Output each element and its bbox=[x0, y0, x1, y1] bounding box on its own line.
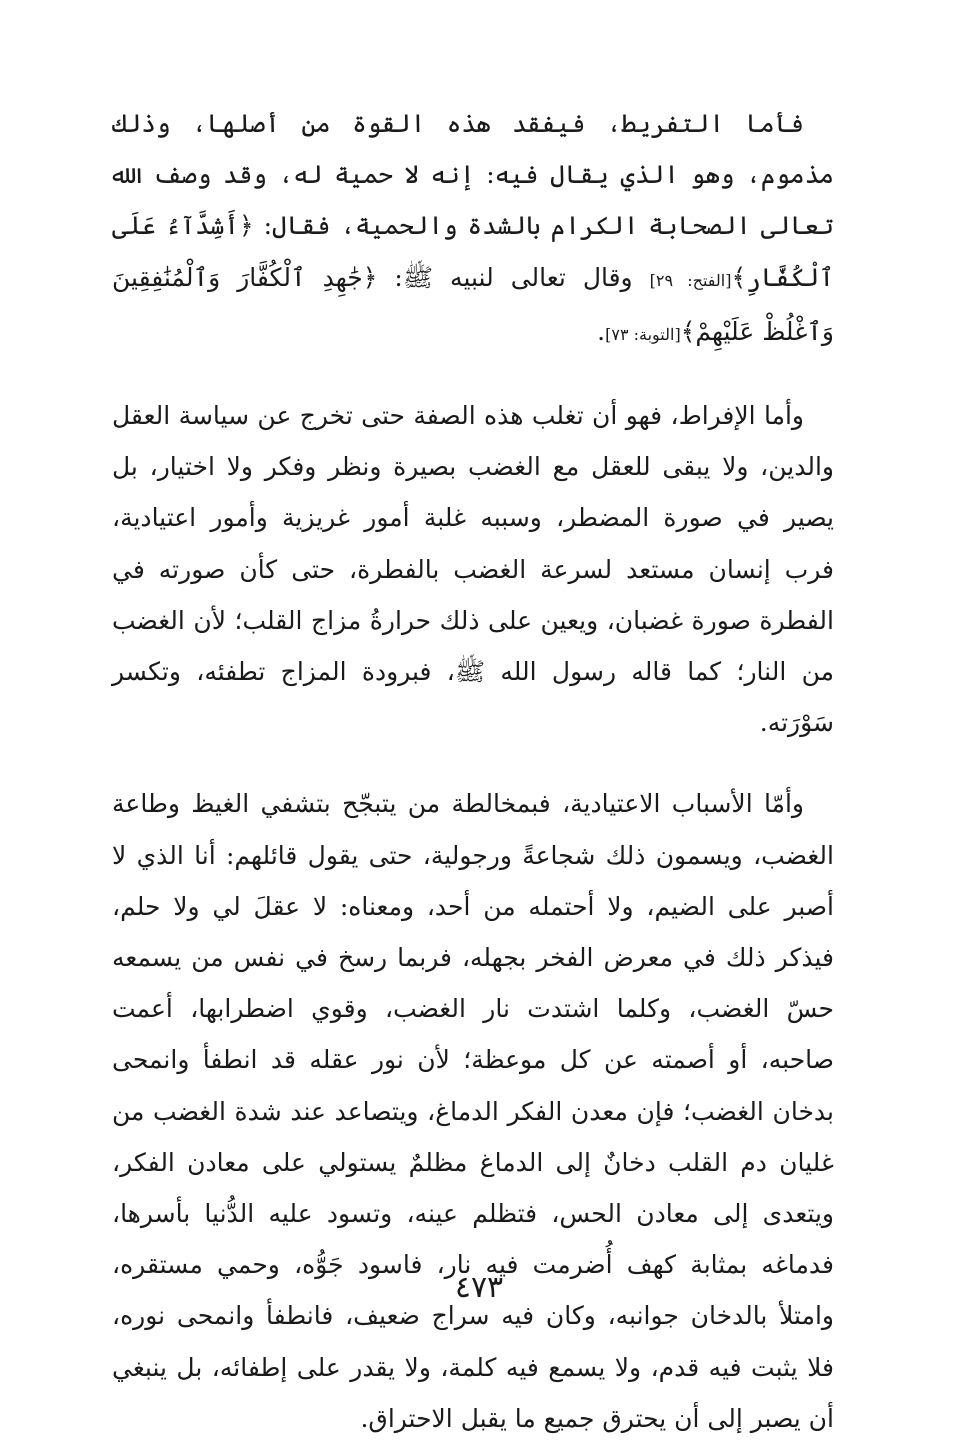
paragraph-habitual-causes: وأمّا الأسباب الاعتيادية، فبمخالطة من يتبجّح بتشفي الغيظ وطاعة الغضب، ويسمون ذلك شجاعةً ورجولية، حتى يقول قائلهم: أنا الذي لا أصبر على الضيم، ولا أحتمله من أحد، ومعناه: لا عقلَ لي ولا حلم، فيذكر ذلك في معرض الفخر بجهله، فربما رسخ في نفس من يسمعه حسّ الغضب، وكلما اشتدت نار الغضب، وقوي اضطرابها، أعمت صاحبه، أو أصمته عن كل موعظة؛ لأن نور عقله قد انطفأ وانمحى بدخان الغضب؛ فإن معدن الفكر الدماغ، ويتصاعد عند شدة الغضب من غليان دم القلب دخانٌ إلى الدماغ مظلمٌ يستولي على معادن الفكر، ويتعدى إلى معادن الحس، فتظلم عينه، وتسود عليه الدُّنيا بأسرها، فدماغه بمثابة كهف أُضرمت فيه نار، فاسود جَوُّه، وحمي مستقره، وامتلأ بالدخان جوانبه، وكان فيه سراج ضعيف، فانطفأ وانمحى نوره، فلا يثبت فيه قدم، ولا يسمع فيه كلمة، ولا يقدر على إطفائه، بل ينبغي أن يصبر إلى أن يحترق جميع ما يقبل الاحتراق. bbox=[112, 789, 834, 1433]
verse-reference-fath: [الفتح: ٢٩] bbox=[649, 270, 732, 290]
verse-reference-tawbah: [التوبة: ٧٣] bbox=[605, 324, 681, 344]
paragraph-tafrit-text-3: . bbox=[597, 316, 606, 346]
page-body bbox=[112, 98, 834, 1444]
page-number: ٤٧٣ bbox=[454, 1270, 504, 1305]
paragraph-tafrit-text-1: فأما التفريط، فيفقد هذه القوة من أصلها، وذلك مذموم، وهو الذي يقال فيه: إنه لا حمية له، وقد وصف الله تعالى الصحابة الكرام بالشدة والحمية، فقال: bbox=[112, 109, 834, 241]
quran-verse-fath: ﴿أَشِدَّآءُ عَلَى ٱلْكُفَّارِ﴾ bbox=[112, 211, 834, 292]
quran-verse-tawbah: ﴿جَٰهِدِ ٱلْكُفَّارَ وَٱلْمُنَٰفِقِينَ وَٱغْلُظْ عَلَيْهِمْ﴾ bbox=[112, 262, 834, 346]
paragraph-ifrat: وأما الإفراط، فهو أن تغلب هذه الصفة حتى تخرج عن سياسة العقل والدين، ولا يبقى للعقل مع الغضب بصيرة ونظر وفكر ولا اختيار، بل يصير في صورة المضطر، وسببه غلبة أمور غريزية وأمور اعتيادية، فرب إنسان مستعد لسرعة الغضب بالفطرة، حتى كأن صورته في الفطرة صورة غضبان، ويعين على ذلك حرارةُ مزاج القلب؛ لأن الغضب من النار؛ كما قاله رسول الله ﷺ، فبرودة المزاج تطفئه، وتكسر سَوْرَته. bbox=[112, 401, 834, 738]
paragraph-tafrit bbox=[112, 98, 834, 360]
paragraph-tafrit-text-2: وقال تعالى لنبيه ﷺ: bbox=[377, 262, 650, 292]
